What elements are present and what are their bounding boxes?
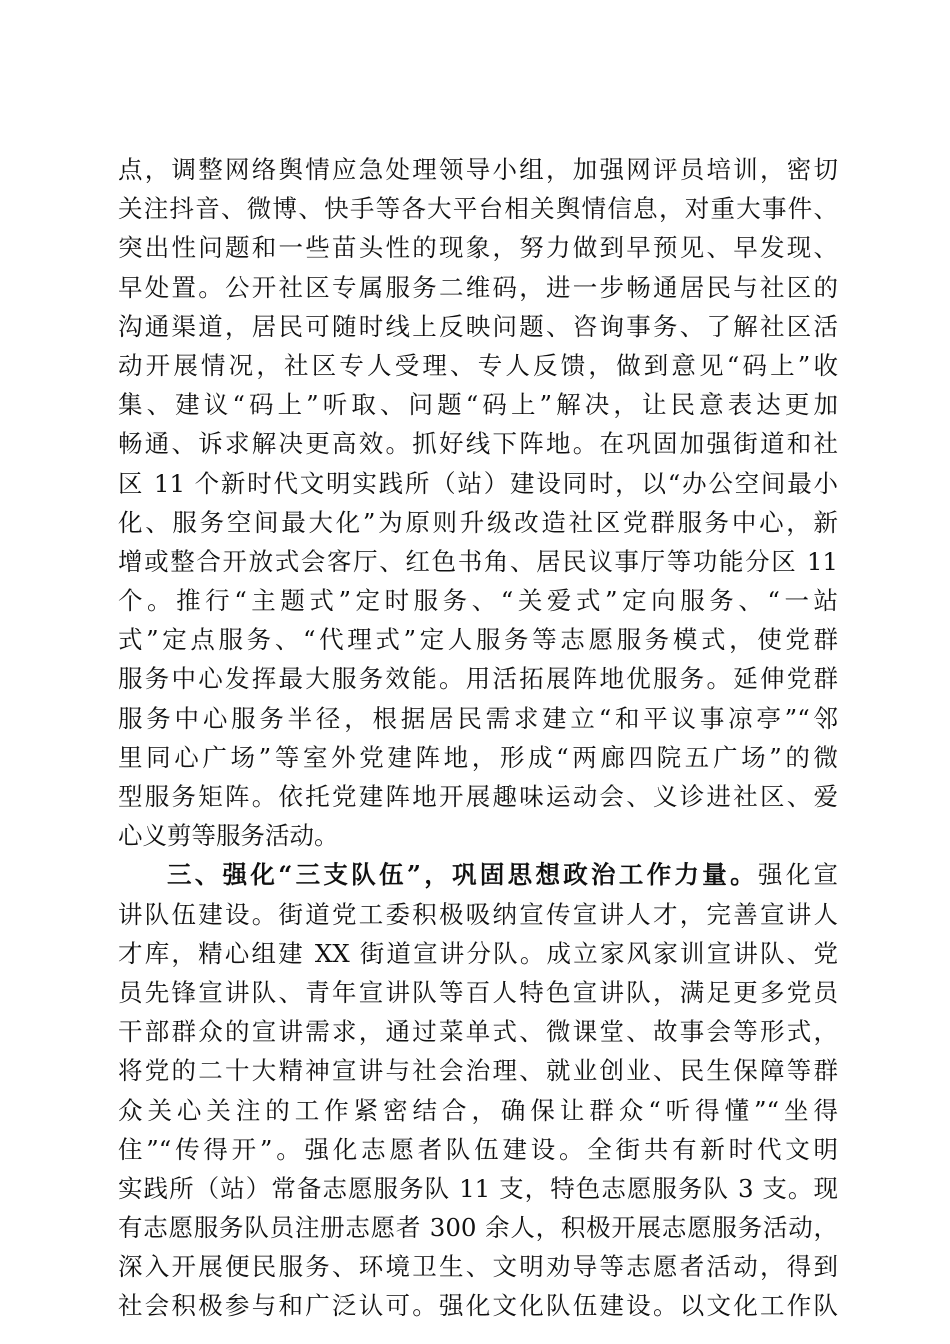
paragraph-2 <box>118 855 838 1325</box>
section-heading: 三、强化“三支队伍”，巩固思想政治工作力量。 <box>167 860 758 890</box>
paragraph-line-rest: 强化宣 <box>757 860 838 890</box>
paragraph-line: 早处置。公开社区专属服务二维码，进一步畅通居民与社区的 <box>118 272 838 302</box>
paragraph-line: 增或整合开放式会客厅、红色书角、居民议事厅等功能分区 11 <box>118 546 838 576</box>
paragraph-line: 沟通渠道，居民可随时线上反映问题、咨询事务、了解社区活 <box>118 311 838 341</box>
paragraph-line: 众关心关注的工作紧密结合，确保让群众“听得懂”“坐得 <box>118 1095 838 1125</box>
paragraph-line: 关注抖音、微博、快手等各大平台相关舆情信息，对重大事件、 <box>118 194 838 224</box>
paragraph-line: 讲队伍建设。街道党工委积极吸纳宣传宣讲人才，完善宣讲人 <box>118 899 838 929</box>
paragraph-line: 深入开展便民服务、环境卫生、文明劝导等志愿者活动，得到 <box>118 1252 838 1282</box>
paragraph-line: 型服务矩阵。依托党建阵地开展趣味运动会、义诊进社区、爱 <box>118 782 838 811</box>
paragraph-line: 员先锋宣讲队、青年宣讲队等百人特色宣讲队，满足更多党员 <box>118 977 838 1007</box>
paragraph-line: 化、服务空间最大化”为原则升级改造社区党群服务中心，新 <box>118 507 838 537</box>
paragraph-line: 才库，精心组建 XX 街道宣讲分队。成立家风家训宣讲队、党 <box>118 938 838 968</box>
paragraph-line: 动开展情况，社区专人受理、专人反馈，做到意见“码上”收 <box>118 350 838 380</box>
paragraph-line: 式”定点服务、“代理式”定人服务等志愿服务模式，使党群 <box>118 625 838 655</box>
paragraph-line: 点，调整网络舆情应急处理领导小组，加强网评员培训，密切 <box>118 155 838 184</box>
paragraph-line: 将党的二十大精神宣讲与社会治理、就业创业、民生保障等群 <box>118 1056 838 1086</box>
paragraph-line: 区 11 个新时代文明实践所（站）建设同时，以“办公空间最小 <box>118 468 838 498</box>
paragraph-line: 个。推行“主题式”定时服务、“关爱式”定向服务、“一站 <box>118 586 838 616</box>
paragraph-line: 集、建议“码上”听取、问题“码上”解决，让民意表达更加 <box>118 390 838 420</box>
paragraph-line: 住”“传得开”。强化志愿者队伍建设。全街共有新时代文明 <box>118 1134 838 1164</box>
paragraph-line: 畅通、诉求解决更高效。抓好线下阵地。在巩固加强街道和社 <box>118 429 838 459</box>
paragraph-line: 干部群众的宣讲需求，通过菜单式、微课堂、故事会等形式， <box>118 1017 838 1047</box>
paragraph-line: 服务中心发挥最大服务效能。用活拓展阵地优服务。延伸党群 <box>118 664 838 694</box>
paragraph-line: 服务中心服务半径，根据居民需求建立“和平议事凉亭”“邻 <box>118 703 838 733</box>
paragraph-line: 社会积极参与和广泛认可。强化文化队伍建设。以文化工作队 <box>118 1291 838 1321</box>
document-body <box>118 150 838 1326</box>
paragraph-line: 有志愿服务队员注册志愿者 300 余人，积极开展志愿服务活动， <box>118 1213 838 1243</box>
paragraph-line: 心义剪等服务活动。 <box>118 821 339 851</box>
paragraph-line: 里同心广场”等室外党建阵地，形成“两廊四院五广场”的微 <box>118 742 838 772</box>
section-heading-line <box>118 855 838 894</box>
paragraph-1 <box>118 150 838 855</box>
paragraph-line: 实践所（站）常备志愿服务队 11 支，特色志愿服务队 3 支。现 <box>118 1173 838 1203</box>
paragraph-line: 突出性问题和一些苗头性的现象，努力做到早预见、早发现、 <box>118 233 838 263</box>
